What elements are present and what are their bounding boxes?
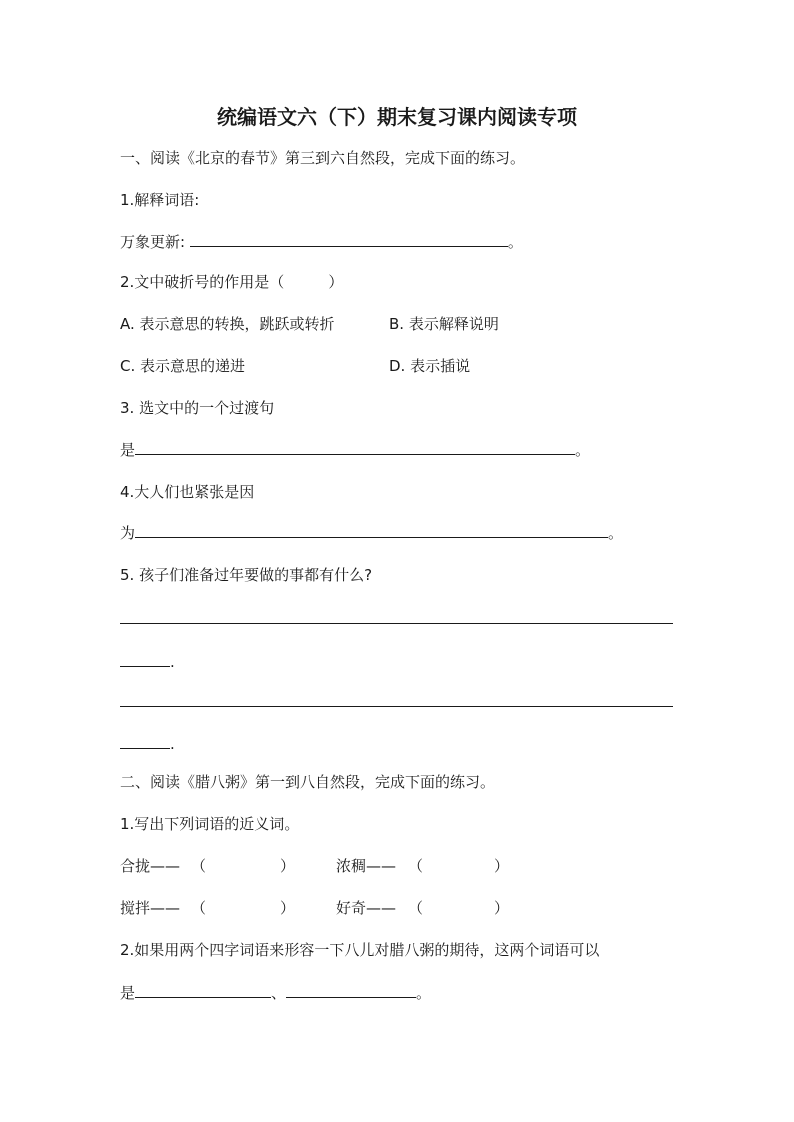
synonym-open-4: （ (408, 899, 424, 917)
q2-option-c: C. 表示意思的递进 (120, 357, 246, 375)
q2-option-d: D. 表示插说 (389, 357, 471, 375)
s2-q2-label: 2.如果用两个四字词语来形容一下八儿对腊八粥的期待，这两个词语可以 (120, 941, 600, 959)
section1-heading: 一、阅读《北京的春节》第三到六自然段，完成下面的练习。 (120, 149, 526, 167)
q1-term: 万象更新: (120, 233, 186, 251)
synonym-close-2: ） (494, 857, 510, 875)
q5-answer-tail-2 (120, 734, 175, 754)
q5-answer-rule-2[interactable] (120, 706, 673, 707)
q2-close: ） (328, 273, 344, 291)
q2-option-a: A. 表示意思的转换，跳跃或转折 (120, 315, 335, 333)
q3-end: 。 (575, 441, 591, 459)
s2-q2-end: 。 (416, 984, 432, 1002)
synonym-open-1: （ (191, 857, 207, 875)
s2-q2-answer-line (120, 983, 431, 1003)
q4-answer-line (120, 523, 623, 543)
q4-answer-blank[interactable] (135, 523, 608, 538)
section2-heading: 二、阅读《腊八粥》第一到八自然段，完成下面的练习。 (120, 773, 496, 791)
q1-label: 1.解释词语: (120, 191, 200, 209)
q2-label: 2.文中破折号的作用是（ (120, 273, 285, 291)
q1-answer-blank[interactable] (190, 232, 508, 247)
q4-end: 。 (608, 524, 624, 542)
s2-q2-sep: 、 (271, 984, 287, 1002)
s2-q2-answer-blank-1[interactable] (135, 983, 271, 998)
synonym-word-2: 浓稠—— (336, 857, 397, 875)
q5-end-1: . (170, 653, 175, 671)
q2-option-b: B. 表示解释说明 (389, 315, 499, 333)
q3-answer-blank[interactable] (135, 440, 575, 455)
q5-answer-tail-blank-2[interactable] (120, 734, 170, 749)
page-title: 统编语文六（下）期末复习课内阅读专项 (217, 105, 577, 129)
synonym-close-3: ） (280, 899, 296, 917)
q1-definition-line (120, 232, 523, 252)
s2-q1-label: 1.写出下列词语的近义词。 (120, 815, 300, 833)
q3-prefix: 是 (120, 441, 136, 459)
q3-answer-line (120, 440, 590, 460)
q3-label: 3. 选文中的一个过渡句 (120, 399, 275, 417)
synonym-word-1: 合拢—— (120, 857, 181, 875)
q5-label: 5. 孩子们准备过年要做的事都有什么? (120, 566, 373, 584)
q4-label: 4.大人们也紧张是因 (120, 483, 255, 501)
s2-q2-answer-blank-2[interactable] (286, 983, 416, 998)
synonym-close-4: ） (494, 899, 510, 917)
q2-line (120, 272, 343, 292)
synonym-close-1: ） (280, 857, 296, 875)
q5-answer-tail-blank-1[interactable] (120, 652, 170, 667)
synonym-word-3: 搅拌—— (120, 899, 181, 917)
synonym-open-2: （ (408, 857, 424, 875)
q5-answer-tail-1 (120, 652, 175, 672)
q1-end: 。 (507, 233, 523, 251)
q5-answer-rule-1[interactable] (120, 623, 673, 624)
synonym-word-4: 好奇—— (336, 899, 397, 917)
s2-q2-prefix: 是 (120, 984, 136, 1002)
q5-end-2: . (170, 735, 175, 753)
synonym-open-3: （ (191, 899, 207, 917)
q4-prefix: 为 (120, 524, 136, 542)
